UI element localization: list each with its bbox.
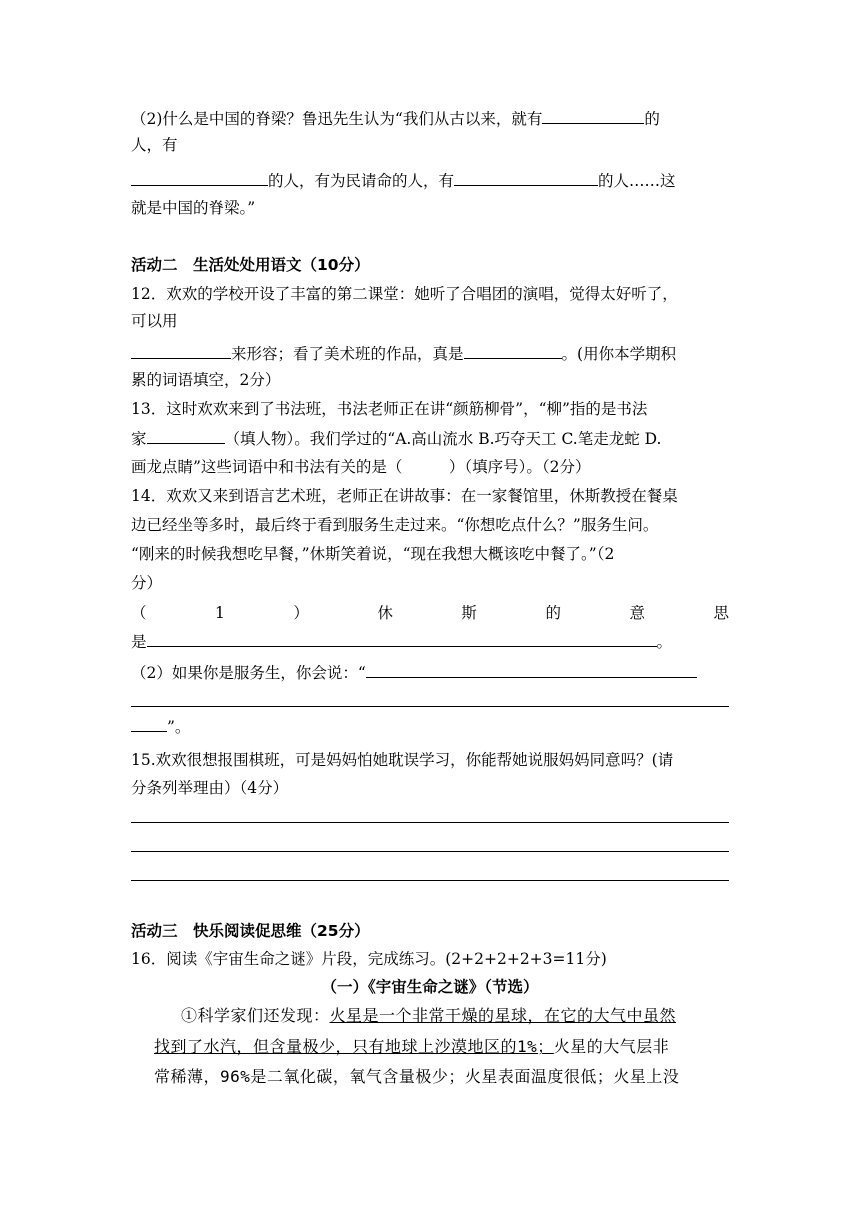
q11-2-line2: 人，有 [131, 136, 178, 154]
q15-line2: 分条列举理由）（4分） [131, 779, 289, 797]
q14-sub2-end: ”。 [131, 715, 190, 738]
activity2-heading: 活动二 生活处处用语文（10分） [131, 256, 370, 274]
q14-line3: “刚来的时候我想吃早餐，”休斯笑着说，“现在我想大概该吃中餐了。”（2 [131, 545, 615, 563]
answer-line[interactable] [131, 851, 729, 852]
passage-line2: 找到了水汽，但含量极少，只有地球上沙漠地区的1%；火星的大气层非 [154, 1037, 670, 1056]
activity3-heading: 活动三 快乐阅读促思维（25分） [131, 922, 370, 940]
passage-line3: 常稀薄，96%是二氧化碳，氧气含量极少；火星表面温度很低；火星上没 [154, 1067, 680, 1086]
q16-line: 16．阅读《宇宙生命之谜》片段，完成练习。(2+2+2+2+3=11分) [131, 950, 607, 968]
q13-line1: 13．这时欢欢来到了书法班，书法老师正在讲“颜筋柳骨”，“柳”指的是书法 [131, 400, 648, 418]
answer-blank[interactable] [454, 169, 598, 186]
answer-blank[interactable] [147, 427, 225, 444]
q12-line2: 可以用 [131, 312, 178, 330]
answer-line[interactable] [131, 822, 729, 823]
answer-blank[interactable] [131, 169, 268, 186]
q12-line3: 来形容；看了美术班的作品，真是 。(用你本学期积 [131, 342, 676, 365]
q12-line4: 累的词语填空，2分） [131, 371, 281, 389]
q11-2-line3: 的人，有为民请命的人，有 的人……这 [131, 169, 676, 192]
q11-2-line1: （2)什么是中国的脊梁？鲁迅先生认为“我们从古以来，就有 的 [131, 107, 660, 130]
q14-sub1-line2: 是 。 [131, 630, 672, 653]
q11-2-line4: 就是中国的脊梁。” [131, 199, 256, 217]
passage-line1: ①科学家们还发现：火星是一个非常干燥的星球，在它的大气中虽然 [181, 1006, 677, 1025]
q14-sub1-line1: （ 1 ） 休 斯 的 意 思 [131, 604, 729, 622]
answer-line[interactable] [131, 706, 729, 707]
passage-title: （一）《宇宙生命之谜》（节选） [321, 978, 539, 996]
q14-line4: 分） [131, 574, 163, 592]
q13-line3: 画龙点睛”这些词语中和书法有关的是（ ）（填序号）。（2分） [131, 458, 591, 476]
q14-line2: 边已经坐等多时，最后终于看到服务生走过来。“你想吃点什么？”服务生问。 [131, 516, 659, 534]
answer-blank[interactable] [366, 661, 697, 678]
answer-blank[interactable] [464, 342, 562, 359]
answer-blank[interactable] [147, 630, 657, 647]
q13-line2: 家 （填人物）。我们学过的“A.高山流水 B.巧夺天工 C.笔走龙蛇 D. [131, 427, 661, 450]
answer-line[interactable] [131, 880, 729, 881]
q14-line1: 14．欢欢又来到语言艺术班，老师正在讲故事：在一家餐馆里，休斯教授在餐桌 [131, 487, 678, 505]
answer-blank[interactable] [542, 107, 644, 124]
answer-blank[interactable] [131, 715, 167, 732]
q14-sub2-line: （2）如果你是服务生，你会说：“ [131, 661, 697, 684]
q12-line1: 12．欢欢的学校开设了丰富的第二课堂：她听了合唱团的演唱，觉得太好听了， [131, 285, 678, 303]
answer-blank[interactable] [131, 342, 231, 359]
q15-line1: 15.欢欢很想报围棋班，可是妈妈怕她耽误学习，你能帮她说服妈妈同意吗？(请 [131, 751, 674, 769]
